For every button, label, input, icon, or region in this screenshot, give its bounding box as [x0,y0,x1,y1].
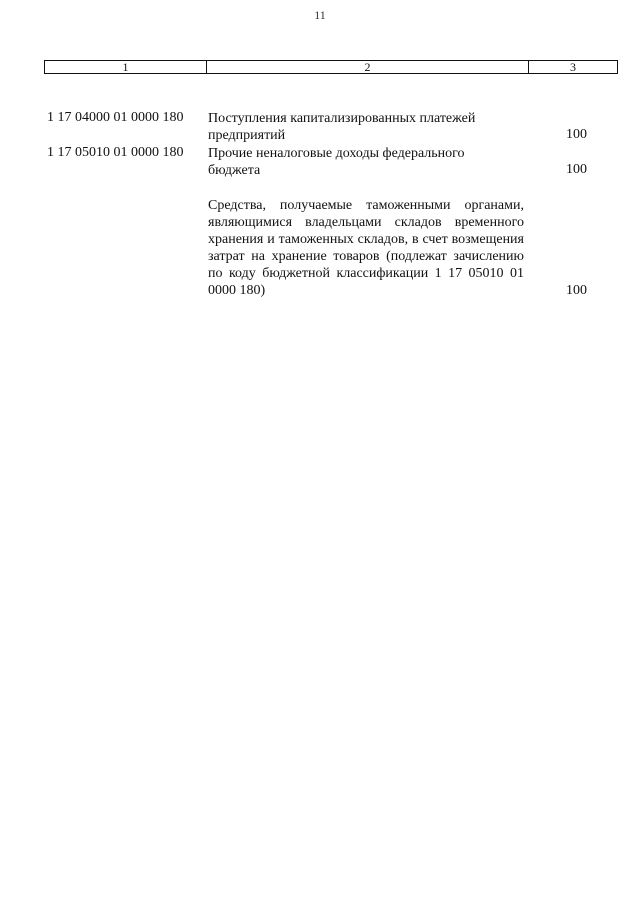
column-number-1: 1 [45,61,207,73]
column-number-2: 2 [207,61,529,73]
budget-code: 1 17 05010 01 0000 180 [47,145,184,160]
table-column-header [44,60,618,74]
description-line: Прочие неналоговые доходы федерального [208,146,465,161]
description-line: предприятий [208,128,286,143]
percent-value: 100 [566,162,587,177]
row-description [208,110,524,144]
row-description: Средства, получаемые таможенными органами, являющимися владельцами складов временного хранения и таможенных складов, в счет возмещения затрат на хранение товаров (подлежат зачислению по коду бюджетной классификации 1 17 05010 01 0000 180) [208,198,524,298]
budget-code: 1 17 04000 01 0000 180 [47,110,184,125]
description-line: бюджета [208,163,261,178]
table-row [0,110,640,146]
percent-value: 100 [566,283,587,298]
description-line: Поступления капитализированных платежей [208,111,476,126]
table-row [0,197,640,307]
column-number-3: 3 [570,60,576,74]
percent-value: 100 [566,127,587,142]
row-description [208,145,524,179]
page-number: 11 [314,8,326,22]
table-row [0,145,640,181]
